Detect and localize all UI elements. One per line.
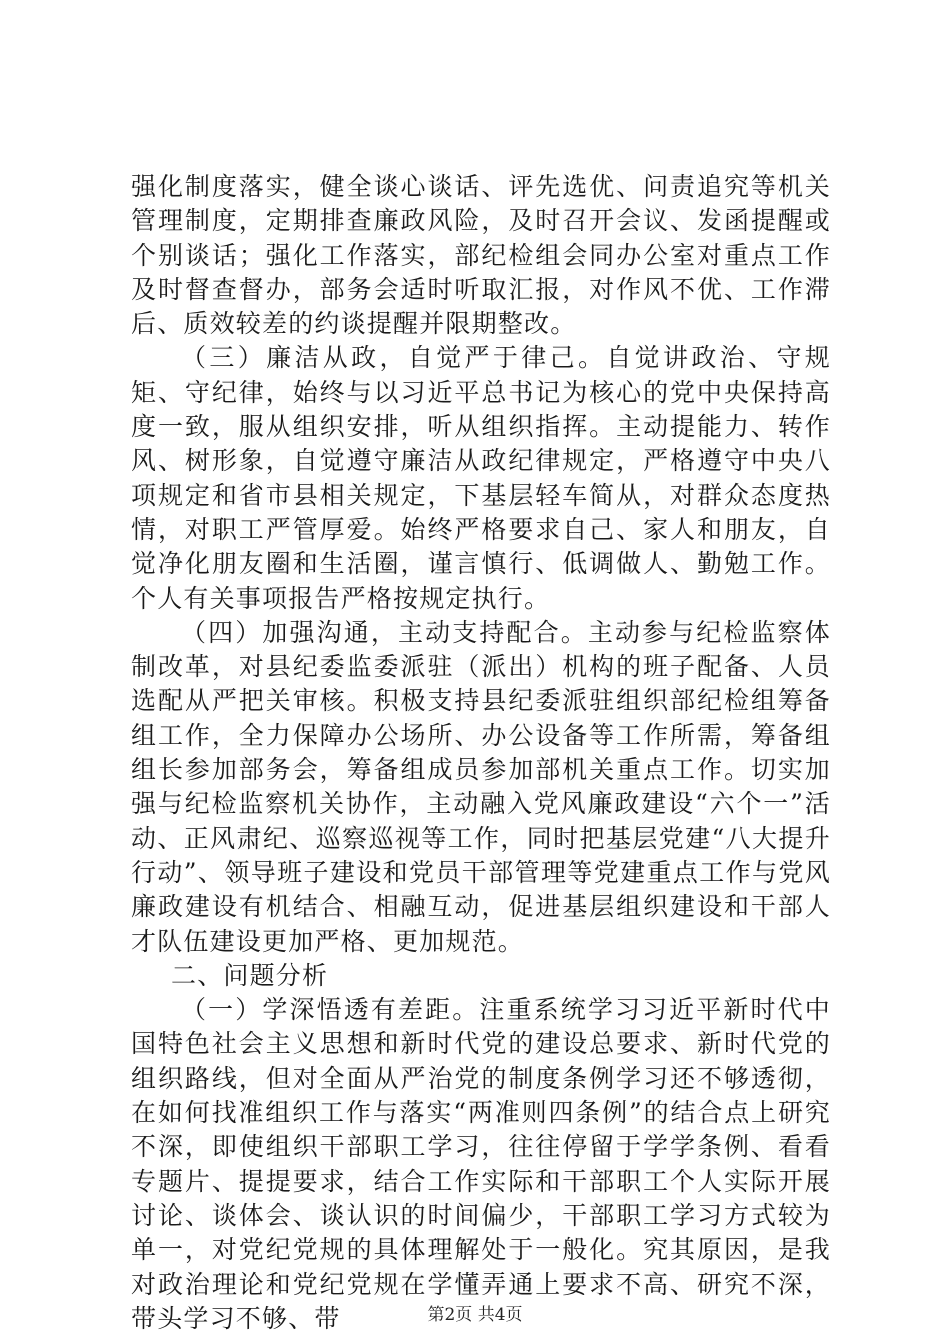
paragraph-problem-1: （一）学深悟透有差距。注重系统学习习近平新时代中国特色社会主义思想和新时代党的建设总要求、新时代党的组织路线，但对全面从严治党的制度条例学习还不够透彻，在如何找准组织工作与落实“两准则四条例”的结合点上研究不深，即使组织干部职工学习，往往停留于学学条例、看看专题片、提提要求，结合工作实际和干部职工个人实际开展讨论、谈体会、谈认识的时间偏少，干部职工学习方式较为单一，对党纪党规的具体理解处于一般化。究其原因，是我对政治理论和党纪党规在学懂弄通上要求不高、研究不深，带头学习不够、带 [131, 995, 831, 1333]
page-number-footer: 第2页 共4页 [427, 1305, 523, 1325]
document-body [131, 170, 831, 1336]
paragraph-section-4: （四）加强沟通，主动支持配合。主动参与纪检监察体制改革，对县纪委监委派驻（派出）机构的班子配备、人员选配从严把关审核。积极支持县纪委派驻组织部纪检组筹备组工作，全力保障办公场所、办公设备等工作所需，筹备组组长参加部务会，筹备组成员参加部机关重点工作。切实加强与纪检监察机关协作，主动融入党风廉政建设“六个一”活动、正风肃纪、巡察巡视等工作，同时把基层党建“八大提升行动”、领导班子建设和党员干部管理等党建重点工作与党风廉政建设有机结合、相融互动，促进基层组织建设和干部人才队伍建设更加严格、更加规范。 [131, 617, 831, 956]
paragraph-continuation: 强化制度落实，健全谈心谈话、评先选优、问责追究等机关管理制度，定期排查廉政风险，及时召开会议、发函提醒或个别谈话；强化工作落实，部纪检组会同办公室对重点工作及时督查督办，部务会适时听取汇报，对作风不优、工作滞后、质效较差的约谈提醒并限期整改。 [131, 172, 831, 339]
section-heading-problem-analysis: 二、问题分析 [171, 960, 329, 990]
paragraph-section-3: （三）廉洁从政，自觉严于律己。自觉讲政治、守规矩、守纪律，始终与以习近平总书记为核心的党中央保持高度一致，服从组织安排，听从组织指挥。主动提能力、转作风、树形象，自觉遵守廉洁从政纪律规定，严格遵守中央八项规定和省市县相关规定，下基层轻车简从，对群众态度热情，对职工严管厚爱。始终严格要求自己、家人和朋友，自觉净化朋友圈和生活圈，谨言慎行、低调做人、勤勉工作。个人有关事项报告严格按规定执行。 [131, 343, 831, 613]
